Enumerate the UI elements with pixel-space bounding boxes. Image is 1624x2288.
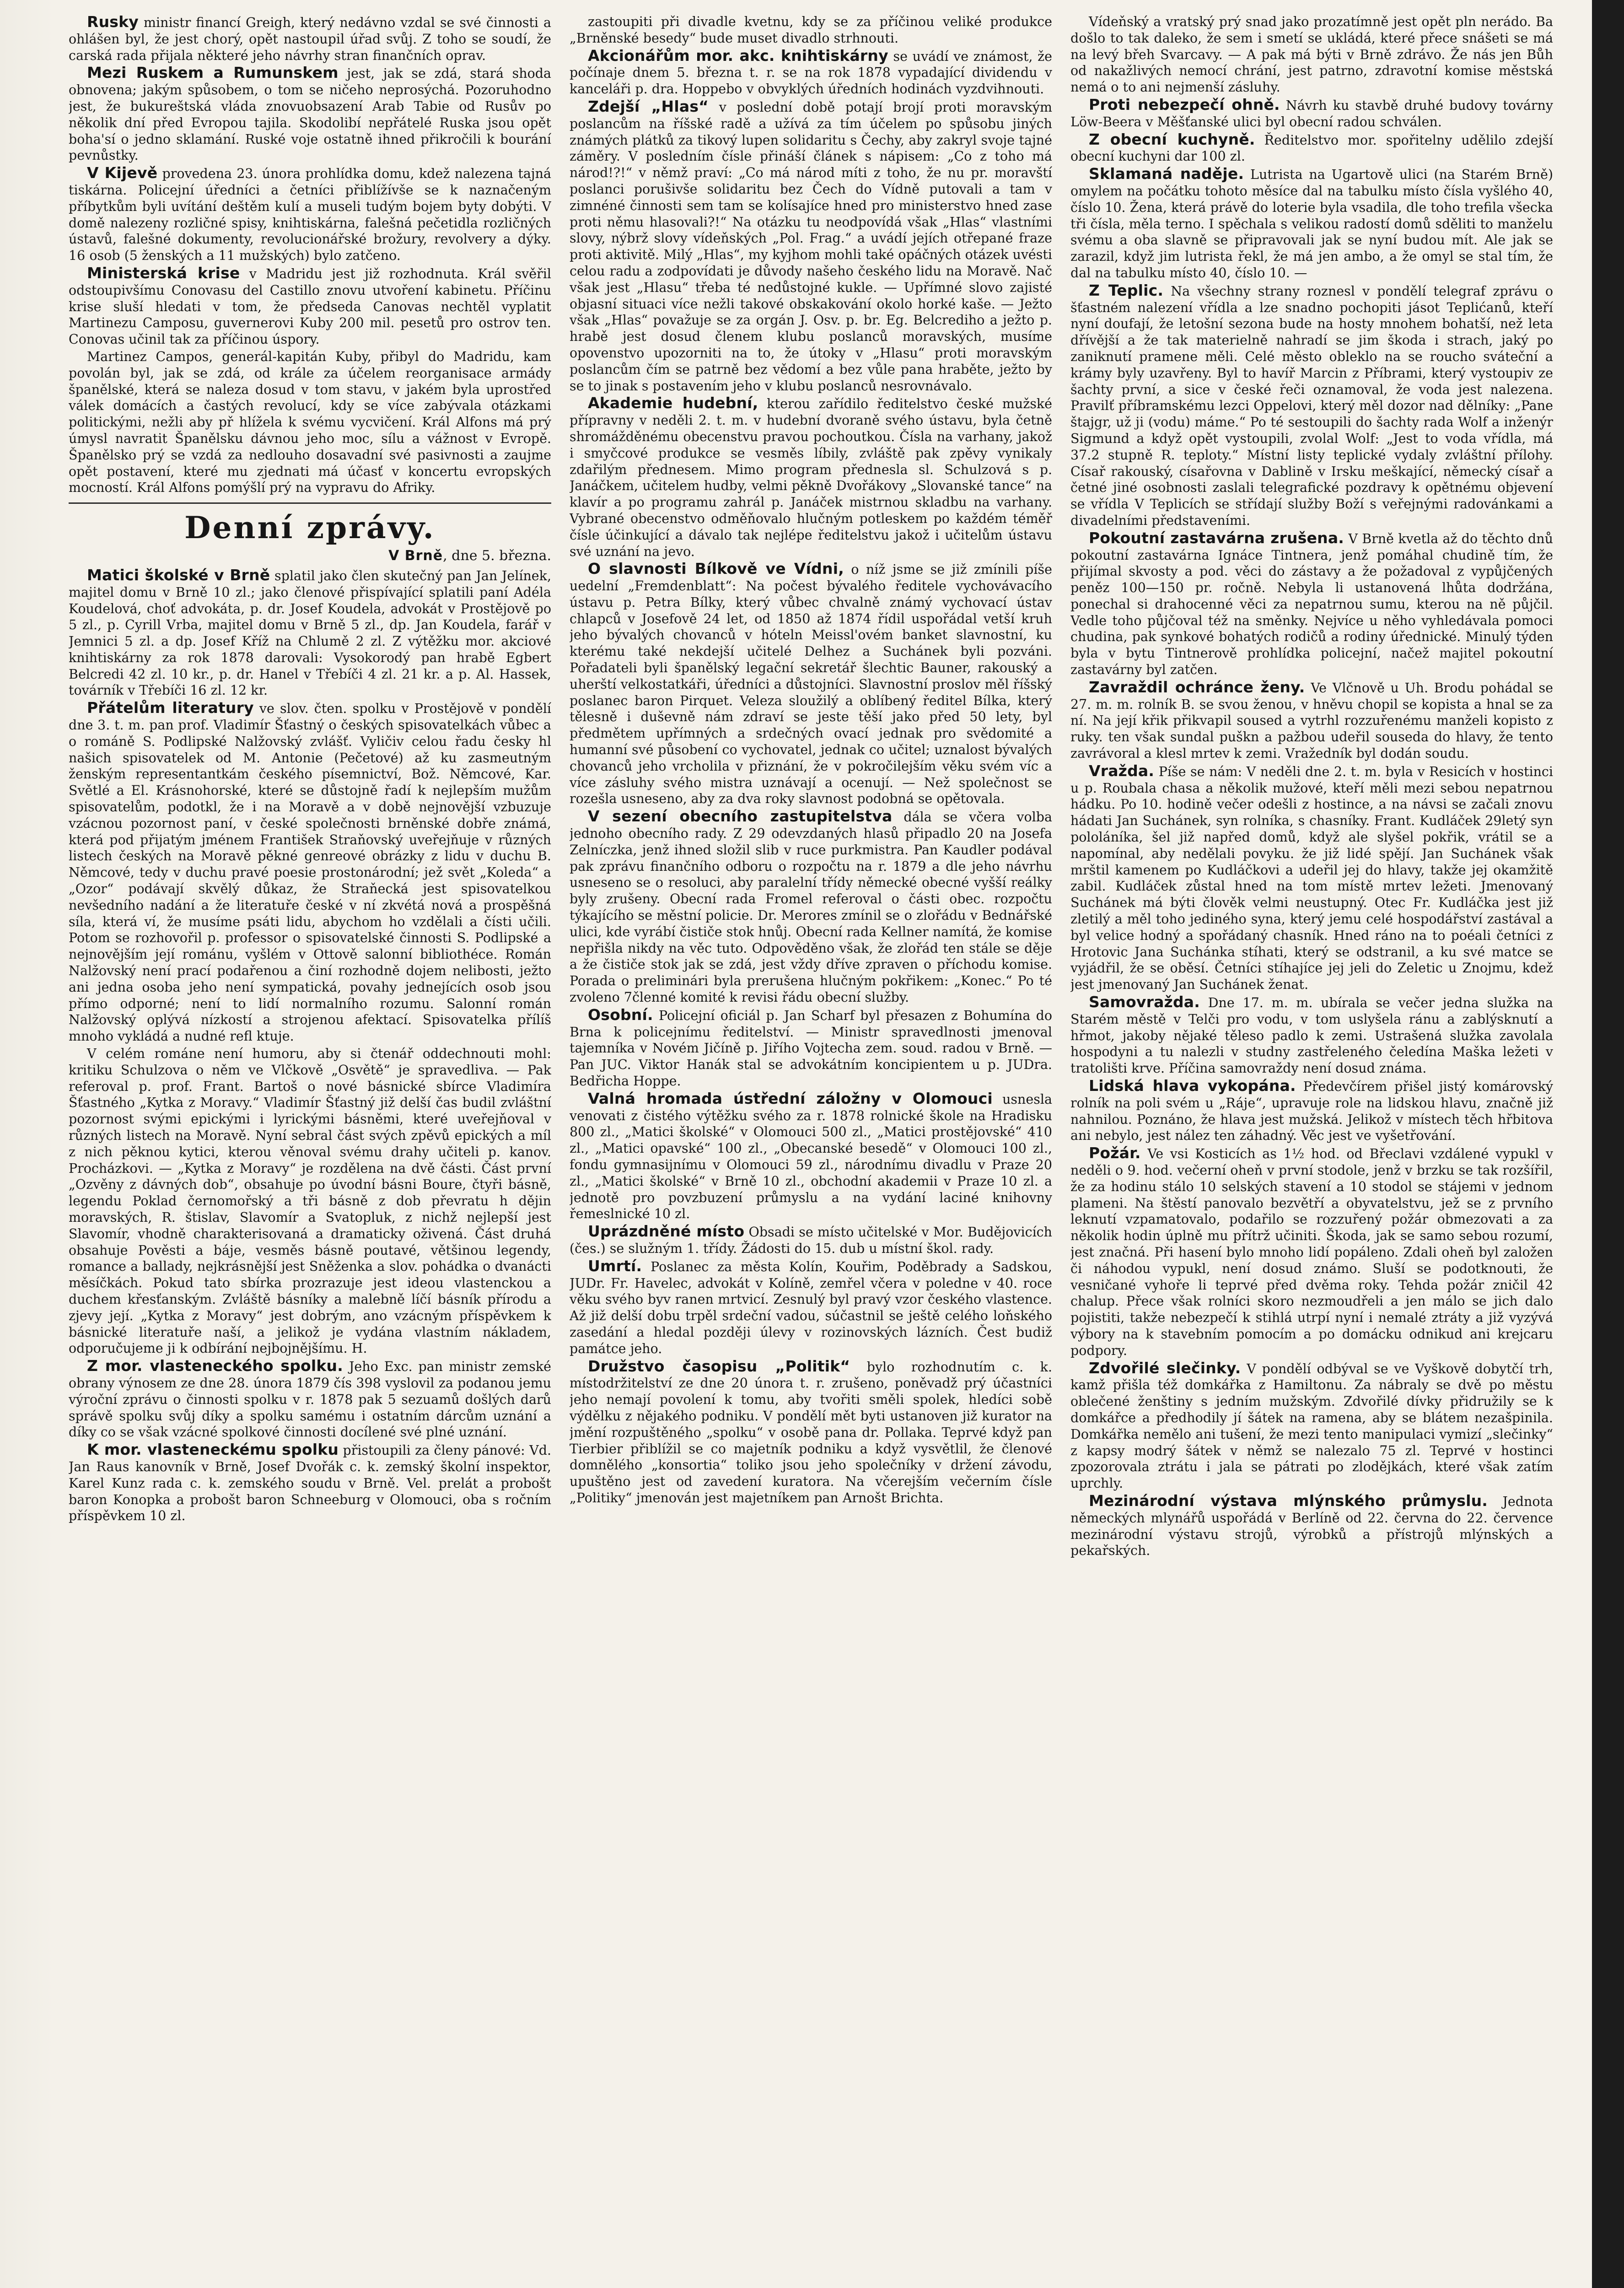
article-body: splatil jako člen skutečný pan Jan Jelínek, majitel domu v Brně 10 zl.; jako členové přispívající splatili paní Adéla Koudelová, choť advokáta, p. dr. Josef Koudela, advokát v Prostějově po 5 zl., p. Cyrill Vrba, majitel domu v Brně 5 zl., dp. Jan Koudela, farář v Jemnici 5 zl. a dp. Josef Kříž na Chlumě 2 zl. Z výtěžku mor. akciové knihtiskárny za rok 1878 darovali: Vysokorodý pan hrabě Egbert Belcredi 42 zl. 10 kr., p. dr. Hanel v Třebíči 4 zl. 21 kr. a p. Al. Hassek, továrník v Třebíči 16 zl. 12 kr. (69, 568, 551, 698)
headline: V sezení obecního zastupitelstva (588, 807, 893, 826)
article-body: Jednota německých mlynářů uspořádá v Berlíně od 22. června do 22. července mezinárodní výstavu strojů, výrobků a přístrojů mlýnských a pekařských. (1070, 1494, 1553, 1559)
headline: Osobní. (588, 1005, 653, 1024)
article-z-teplic (1070, 282, 1553, 529)
headline: Družstvo časopisu „Politik“ (588, 1357, 850, 1375)
article-rusko-rumunsko (69, 65, 551, 164)
headline: Akcionářům mor. akc. knihtiskárny (588, 46, 888, 65)
article-body: Předevčírem přišel jistý komárovský rolník na poli svém u „Ráje“, upravuje role na lidskou hlavu, značně již nahnilou. Poznáno, že hlava jest mužská. Jelikož v místech těch hřbitova ani nebylo, jest nález ten záhadný. Věc jest ve vyšetřování. (1070, 1079, 1553, 1144)
article-proti-nebezpeci-ohne (1070, 97, 1553, 130)
article-body: o níž jsme se již zmínili píše uedelní „Fremdenblatt“: Na počest bývalého ředitele vychovávacího ústavu p. Petra Bílky, který vůbec chvalně známý vychovací ústav chlapců v Josefově 24 let, od 1850 až 1874 řídil uspořádal vetší kruh jeho bývalých chovanců v hóteln Meissl'ovém banket slavnostní, ku kterému také nekdejší učitelé Delhez a Suchánek byli pozváni. Pořadateli byli španělský legační sekretář šlechtic Bauner, rakouský a uherští velkostatkáři, úředníci a důstojníci. Slavnostní proslov měl říšský poslanec baron Pirquet. Veleza sloužilý a oblíbený ředitel Bílka, který tělesně i duševně nám zdraví se jeste těší jako před 50 lety, byl předmětem upřímných a srdečných ovací jednak pro svědomité a humanní své působení co vychovatel, jednak co učitel; uznalost bývalých chovanců jeho vrcholila v přiznání, že v pokročilejším věku svém víc a více zásluhy svého mistra uznávají a ocenují. — Než společnost se rozešla usneseno, aby za dva roky slavnost podobná se opětovala. (570, 562, 1052, 807)
headline: Rusky (87, 14, 139, 31)
headline: Zdejší „Hlas“ (588, 97, 709, 115)
article-sklamana-nadeje (1070, 166, 1553, 281)
headline: Zdvořilé slečinky. (1089, 1359, 1241, 1377)
article-body: jest, jak se zdá, stará shoda obnovena; jakým spůsobem, o tom se ničeho neprosýchá. Pozoruhodno jest, že bukureštská vláda znovuobsazení Arab Tabie od Rusův po několik dní před Evropou tajila. Skodolibí nepřátelé Ruska jsou opět boha'sí o jedno sklamání. Ruské voje ostatně ihned přikročili k bourání pevnůstky. (69, 66, 551, 163)
article-body: ve slov. čten. spolku v Prostějově v pondělí dne 3. t. m. pan prof. Vladimír Šťastný o českých spisovatelkách vůbec a o románě S. Podlipské Nalžovský zvlášť. Vyličiv celou řadu česky hl našich spisovatelek od M. Antonie (Pečetové) až ku zasmeutným ženským representantkám českého písemnictví, Bož. Němcové, Kar. Světlé a El. Krásnohorské, které se důstojně řadí k nejlepším mužům spisovatelům, podotkl, že i na Moravě a v době nejnovější vzbuzuje vzácnou pozornost paní, v české společnosti brněnské dobře známá, která pod přijatým jménem František Straňovský uveřejňuje v různých listech českých na Moravě pěkné genreové obrázky z lidu v duchu B. Němcové, tedy v duchu pravé poesie prostonárodní; jež svět „Koleda“ a „Ozor“ podávají skvělý důkaz, že Straňecká jest spisovatelkou nevšedního nadání a že literatuře české v ní zkvétá nová a prospěšná síla, která ví, že musíme psáti lidu, abychom ho vzdělali a čísti učili. Potom se rozhovořil p. professor o spisovatelské činnosti S. Podlipské a nejnovějším její románu, vyšlém v Ottově salonní bibliothéce. Román Nalžovský není prací podařenou a činí rozhodně dojem nelibosti, ježto ani jedna osoba jeho není sympatická, povahy jednejících osob jsou přímo odporné; není to lidí normalního rozumu. Salonní román Nalžovský oplývá nízkostí a strojenou afektací. Spisovatelka přílíš mnoho vykládá a nudné refl ktuje. (69, 701, 551, 1044)
headline: Z Teplic. (1089, 281, 1164, 299)
headline: Mezinárodní výstava mlýnského průmyslu. (1089, 1491, 1488, 1510)
headline: Umrtí. (588, 1257, 642, 1275)
article-body: Dne 17. m. m. ubírala se večer jedna služka na Starém městě v Telči pro vodu, v tom uslyšela ránu a zablýsknutí a hřmot, jakoby nějaké těleso padlo k zemi. Ustrašená služka zavolala hospodyni a tu nalezli v studny zastřeleného čeledína Maška ležeti v tratolišti krve. Příčina samovraždy není dosud známa. (1070, 995, 1553, 1076)
headline: K mor. vlasteneckému spolku (87, 1441, 339, 1459)
article-pokoutni-zastavarna (1070, 530, 1553, 678)
article-martinez-campos (69, 349, 551, 496)
article-body: ministr financí Greigh, který nedávno vzdal se své činnosti a ohlášen byl, že jest chorý, opět nastoupil úřad svůj. Z toho se soudí, že carská rada přijala některé jeho návrhy stran finančních oprav. (69, 15, 551, 63)
headline: Samovražda. (1089, 993, 1200, 1011)
article-body: usnesla venovati z čistého výtěžku svého za r. 1878 rolnické škole na Hradisku 800 zl., „Matici školské“ v Olomouci 500 zl., „Matici prostějovské“ 410 zl., „Matici opavské“ 100 zl., „Obecanské besedě“ v Olomouci 100 zl., fondu gymnasijnímu v Olomouci 59 zl., národnímu divadlu v Praze 20 zl., „Matici školské“ v Brně 10 zl., obchodní akademii v Praze 10 zl. a jednotě pro povzbuzení průmyslu a na vydání laciné knihovny řemeslnické 10 zl. (570, 1091, 1052, 1222)
text-columns (69, 14, 1583, 2274)
article-divadlo-fragment (570, 14, 1052, 47)
article-body: Ředitelstvo mor. spořitelny udělilo zdejší obecní kuchyni dar 100 zl. (1070, 132, 1553, 164)
article-body: Jeho Exc. pan ministr zemské obrany výnosem ze dne 28. února 1879 čís 398 vyslovil za podanou jemu výroční zprávu o činnosti spolku v r. 1878 pak 5 sezuamů došlých darů správě spolku svůj díky a spolku samému i ostatním dárcům uznání a díky co se však vzácné spolkové činnosti docílené své plné uznání. (69, 1359, 551, 1440)
dateline-place: V Brně (388, 548, 443, 564)
article-zdejsi-hlas (570, 98, 1052, 394)
dateline-date: , dne 5. března. (443, 548, 551, 564)
headline: Z mor. vlasteneckého spolku. (87, 1357, 343, 1375)
headline: Ministerská krise (87, 264, 240, 282)
scan-dark-edge (1592, 0, 1624, 2288)
article-umrti (570, 1258, 1052, 1357)
article-akcionarum (570, 48, 1052, 97)
column-1 (69, 14, 551, 2274)
article-body: v poslední době potají brojí proti moravským poslancům na říšské radě a užívá za tím účelem po spůsobu jiných známých plátků za tikový lupen solidaritu s Čechy, aby zakryl svoje tajné záměry. V posledním čísle přináší článek s nápisem: „Co z toho má národ!?!“ v němž praví: „Co má národ míti z toho, že nu pr. moravští poslanci porušivše solidaritu bez Čech do Vídně putovali a tam v zimnéné činnosti sem tam se kolísajíce hned pro ministerstvo hned zase proti němu hlasovali?!“ Na otázku tu neodpovídá však „Hlas“ vlastními slovy, nýbrž slovy vídeňských „Pol. Frag.“ a uvádí jejích otřepané fraze proti aktivitě. Milý „Hlas“, my kyjhom mohli také opáčných otázek uvésti celou radu a zodpovídati je důvody našeho českého lidu na Moravě. Nač však jest „Hlasu“ třeba té nedůstojné kukle. — Upřímné slovo zajisté objasní situaci více nežli takové obskakování okolo horké kaše. — Ježto však „Hlas“ považuje se za orgán J. Osv. p. br. Eg. Belcrediho a ježto p. hrabě jest dosud členem klubu poslanců moravských, musíme opovenstvo upozorniti na to, že útoky v „Hlasu“ proti moravským poslancům čím se patrně bez vědomí a bez vůle pana hraběte, ježto by se to jinak s postavením jeho v klubu poslanců nesrovnávalo. (570, 99, 1052, 394)
article-body: Ve Vlčnově u Uh. Brodu pohádal se 27. m. m. rolník B. se svou ženou, v hněvu chopil se kopista a hnal se za ní. Na její křik přikvapil soused a vytrhl rozzuřenému manželi kopisto z ruky. ten však sundal puškn a pažbou udeřil souseda do hlavy, že tento zavrávoral a klesl mrtev k zemi. Vražedník byl dodán soudu. (1070, 680, 1553, 761)
article-body: Poslanec za města Kolín, Kouřim, Poděbrady a Sadskou, JUDr. Fr. Havelec, advokát v Kolíně, zemřel včera v poledne v 40. roce věku svého byv ranen mrtvicí. Zesnulý byl pravý vzor českého vlastence. Až již delší dobu trpěl srdeční vadou, súčastnil se ještě celého loňského zasedání a hledal později úlevy v rozinovských lázních. Čest budiž památce jeho. (570, 1259, 1052, 1356)
article-vlastenecky-spolek (69, 1358, 551, 1441)
article-matici-skolske (69, 567, 551, 699)
article-druzstvo-politik (570, 1358, 1052, 1506)
column-3 (1070, 14, 1553, 2274)
headline: Pokoutní zastavárna zrušena. (1089, 529, 1344, 547)
article-kijev (69, 165, 551, 264)
article-body: se uvádí ve známost, že počínaje dnem 5. března t. r. se na rok 1878 vypadající dividendu v kanceláři p. dra. Hoppebo v obvyklých úředních hodinách vyzdvihnouti. (570, 49, 1052, 97)
article-body: Martinez Campos, generál-kapitán Kuby, přibyl do Madridu, kam povolán byl, jak se zdá, od krále za účelem reorganisace armády španělské, která se naleza dosud v tom stavu, v jakém byla uprostřed válek domácích a častých revolucí, kdy se více zabývala otázkami politickými, nežli aby př hlížela k svému vycvičení. Král Alfons má prý úmysl navratit Španělsku dávnou jeho moc, sílu a vážnost v Evropě. Španělsko prý se vzdá za nedlouho dosavadní své pasivnosti a zaujme opět postavení, které mu zjednati má účasť v koncertu evropských mocností. Král Alfons pomýšlí prý na vypravu do Afriky. (69, 349, 551, 496)
headline: Uprázdněné místo (588, 1222, 745, 1241)
headline: Přátelům literatury (87, 699, 254, 717)
article-body: provedena 23. února prohlídka domu, kdež nalezena tajná tiskárna. Policejní úředníci a četníci přiblížívše se k naznačeným příbytkům byli uvítání deštěm kulí a museli tudým bojem byty dobýti. V domě nalezeny rozličné spisy, knihtiskárna, falešná pečetidla rozličných ústavů, falešné dokumenty, revolucionářské brožury, revolvery a dýky. 16 osob (5 ženských a 11 mužských) bylo zatčeno. (69, 166, 551, 264)
article-body: V Brně kvetla až do těchto dnů pokoutní zastavárna Ignáce Tintnera, jenž pomáhal chudině tím, že přijímal skvosty a pod. věci do zástavy a že požadoval z vypůjčených peněz 100—150 pr. ročně. Nebyla li ustanovená lhůta dodržána, ponechal si drahocenné věci za nepatrnou sumu, kterou na ně půjčil. Vedle toho půjčoval též na směnky. Nejvíce u něho vyhledávala pomoci chudina, pak synkové bohatých rodičů a rodiny úřednické. Minulý týden byla v bytu Tintnerově prohlídka policejní, načež majitel pokoutní zastavárny byl zatčen. (1070, 531, 1553, 678)
headline: Sklamaná naděje. (1089, 165, 1244, 183)
article-body: V pondělí odbýval se ve Vyškově dobytčí trh, kamž přišla též domkářka z Hamiltonu. Za nábraly se dvě po městu oblečené ženštiny s jedním mužským. Zdvořilé dívky přidružily se k domkářce a předhodily jí šátek na ramena, aby se blátem nezašpinila. Domkářka nemělo ani tušení, že mezi tento manipulaci vymizí „slečinky“ z kapsy modrý šátek v němž se nalezalo 75 zl. Teprvé v hostinci zpozorovala ztrátu i jala se pátrati po zlodějkách, které však zatím uprchly. (1070, 1361, 1553, 1491)
article-lidska-hlava (1070, 1078, 1553, 1144)
article-body: V celém románe není humoru, aby si čtenář oddechnouti mohl: kritiku Schulzova o něm ve Vlčkově „Osvětě“ je spravedliva. — Pak referoval p. prof. Frant. Bartoš o nové básnické sbírce Vladimíra Šťastného „Kytka z Moravy.“ Vladimír Šťastný již delší čas budil zvláštní pozornost svými epickými i lyrickými básněmi, které uveřejňoval v různých listech na Moravě. Nyní sebral část svých zpěvů epických a míl z nich pěknou kytici, kterou věnoval svému drahy učiteli p. kanov. Procházkovi. — „Kytka z Moravy“ je rozdělena na dvě části. Část první „Ozvěny z dávných dob“, obsahuje po úvodní básni Boure, čtyři básně, legendu Poklad černomořský a tři básně z dob převratu h dějin moravských, R. štislav, Slavomír a Svatopluk, z nichž nejlepší jest Slavomír, vhodně charakterisovaná a dramaticky oživená. Část druhá obsahuje Pověsti a báje, vesměs básně poutavé, většinou legendy, romance a ballady, nejkrásnější jest Sněženka a slov. pohádka o dvanácti měsíčkách. Pokud tato sbírka prozrazuje jest ideou vlastenckou a duchem křesťanským. Zvláště básníky a malebně líčí básník přírodu a zjevy její. „Kytka z Moravy“ jest dobrým, ano vzácným příspěvkem k básnické literatuře naší, a jelikož je vydána vlastním nákladem, odporučujeme ji k odbírání nejbojnějšímu. H. (69, 1046, 551, 1356)
dateline (69, 548, 551, 564)
article-osobni (570, 1007, 1052, 1090)
article-body: Obsadi se místo učitelské v Mor. Budějovicích (čes.) se služným 1. třídy. Žádosti do 15. dub u místní škol. rady. (570, 1225, 1052, 1256)
headline: Matici školské v Brně (87, 566, 270, 584)
article-body: Lutrista na Ugartově ulici (na Starém Brně) omylem na počátku tohoto měsíce dal na tabulku místo čísla vyšlého 40, číslo 10. Žena, která právě do loterie byla vsadila, dle toho trefila všecka tři čísla, měla terno. I spěchala s velikou radostí domů sděliti to manželu svému a oba slavně se připravovali jak se nyní budou mít. Ale jak se zarazil, když jim lutrista řekl, že má jen ambo, a že omyl se stal tím, že dal na tabulku místo 40, číslo 10. — (1070, 167, 1553, 281)
page-left-margin (0, 0, 55, 2288)
headline: Požár. (1089, 1144, 1141, 1162)
article-samovrazda (1070, 994, 1553, 1077)
article-akademie-hudebni (570, 395, 1052, 560)
article-obecni-zastupitelstvo (570, 808, 1052, 1006)
article-obecni-kuchyne (1070, 131, 1553, 165)
headline: O slavnosti Bílkově ve Vídni, (588, 560, 844, 578)
article-body: v Madridu jest již rozhodnuta. Král svěřil odstoupivšímu Conovasu del Castillo znovu utvoření kabinetu. Příčinu krise sluší hledati v tom, že předseda Canovas nechtěl vyplatit Martinezu Camposu, guvernerovi Kuby 200 mil. pesetů pro ostrov ten. Conovas učinil tak za příčinou úspory. (69, 266, 551, 347)
article-body: Návrh ku stavbě druhé budovy továrny Löw-Beera v Měšťanské ulici byl obecní radou schválen. (1070, 97, 1553, 130)
article-body: Na všechny strany roznesl v pondělí telegraf zprávu o šťastném nalezení vřídla a lze snadno pochopiti jásot Teplićanů, kteří nyní doufají, že letošní sezona bude na hosty mnohem bohatší, než leta dřívější a že tak materielně nahradí se jim škoda i strach, jaký po zaniknutí pramene měli. Celé město obleklo na se roucho sváteční a krámy byly uzavřeny. Byl to havíř Marcin z Příbrami, který vystoupiv ze šachty první, a sice v české řeči oznamoval, že voda jest nalezena. Pravilť příbramskému lezci Oppelovi, který měl dozor nad dělníky: „Pane štajgr, už ji (vodu) máme.“ Po té sestoupili do šachty rada Wolf a inženýr Sigmund a když opět vystoupili, zvolal Wolf: „Jest to voda vřídla, má 37.2 stupně R. teploty.“ Místní listy teplické vydaly zvláštní přílohy. Císař rakouský, císařovna v Dablině v Irsku meškající, německý císař a četné jiné osobnosti zaslali telegrafické pozdravy k opětnému objevení se vřídla V Teplicích se střídají služby Boží s veřejnými radovánkami a divadelními představeními. (1070, 283, 1553, 528)
article-zavrazdil-ochrance (1070, 679, 1553, 762)
headline: V Kijevě (87, 164, 158, 182)
headline: Akademie hudební, (588, 394, 758, 412)
headline: Proti nebezpečí ohně. (1089, 95, 1280, 113)
article-body: Vídeňský a vratský prý snad jako prozatímně jest opět pln nerádo. Ba došlo to tak daleko, že sem i smetí se ukládá, které přece snášeti se má na levý břeh Svarcavy. — A pak má býti v Brně zdrávo. Že nás jen Bůh od nakažlivých nemocí chrání, jest patrno, zdravotní komise městská nemá o to ani nejmenší zásluhy. (1070, 14, 1553, 95)
article-zdvorile-slecinky (1070, 1360, 1553, 1492)
article-pozar (1070, 1145, 1553, 1359)
article-body: kterou zařídilo ředitelstvo české mužské přípravny v neděli 2. t. m. v hudební dvoraně svého ústavu, byla četně shromážděnému obecenstvu pravou pochoutkou. Čísla na varhany, jakož i smyčcové produkce se vesměs líbily, zvláště pak zpěvy vynikaly zdařilým přednesem. Mimo program přednesla sl. Schulzová s p. Janáčkem, učitelem hudby, velmi pěkně Dvořákovy „Slovanské tance“ na klavír a po programu zahrál p. Janáček mistrnou skladbu na varhany. Vybrané obecenstvo odměňovalo hlučným potleskem po každém téměř čísle účinkující a dávalo tak nejlépe ředitelstvu jakož i učitelům ústavu své uznání na jevo. (570, 396, 1052, 559)
headline: Vražda. (1089, 761, 1155, 780)
article-pratelum-literatury (69, 700, 551, 1045)
article-body: zastoupiti při divadle kvetnu, kdy se za příčinou veliké produkce „Brněnské besedy“ bude muset divadlo strhnouti. (570, 14, 1052, 46)
article-body: dála se včera volba jednoho obecního rady. Z 29 odevzdaných hlasů připadlo 20 na Josefa Zelníczka, jenž ihned složil slib v ruce purkmistra. Pan Kaudler podával pak zprávu finančního odboru o rozpočtu na r. 1879 a dle jeho návrhu usneseno se o resoluci, aby paralelní třídy německé obecné vyšší reálky byly zrušeny. Obecní rada Fromel referoval o části obec. rozpočtu týkajícího se městní policie. Dr. Merores zmínil se o zlořádu v Bednářské ulici, kde vyrábí čističe stok hnůj. Obecní rada Kellner namítá, že komise nepřišla nikdy na věc tuto. Odpověděno však, že zlořád ten stále se děje a že čističe stok jak se zdá, jest vždy dříve zpraven o příchodu komise. Porada o preliminári byla prerušena hlučným pokřikem: „Konec.“ Po té zvoleno 7členné komité k revisi řádu obecní služby. (570, 809, 1052, 1005)
article-body: Píše se nám: V neděli dne 2. t. m. byla v Resicích v hostinci u p. Roubala chasa a několik mužové, kteří měli mezi sebou nepatrnou hádku. Po 10. hodině večer odešli z hostince, a na návsi se začali znovu hádati Jan Suchánek, syn rolníka, s chasníky. Frant. Kudláček 29letý syn pololáníka, šel již napřed domů, když ale slyšel pokřik, vrátil se a napomínal, aby nedělali povyku. že již lidé spějí. Jan Suchánek však mrštil kamenem po Kudláčkovi a udeřil jej do hlavy, takže jej okamžitě zabil. Kudláček zůstal hned na tom místě mrtev ležeti. Jmenovaný Suchánek má býti člověk velmi neustupný. Otec Fr. Kudláčka jest již zletilý a měl toho jediného syna, který jemu celé hospodářství zastával a byl velice hodný a spořádaný chasník. Hned ráno na to poéali četníci z Hrotovic Jana Suchánka stíhati, který se odstranil, a ku své matce se vyjádřil, že se oběsí. Četníci stíhajíce jej jeli do Zeletic u Znojmu, kdež jest jmenovaný Jan Suchánek ženat. (1070, 764, 1553, 993)
headline: Zavraždil ochránce ženy. (1089, 678, 1305, 696)
headline: Valná hromada ústřední záložny v Olomouci (588, 1089, 993, 1107)
headline: Mezi Ruskem a Rumunskem (87, 64, 339, 82)
article-body: Ve vsi Kosticích as 1½ hod. od Břeclavi vzdálené vypukl v neděli o 9. hod. večerní oheň v první stodole, jenž v brzku se tak rozšířil, že za hodinu stálo 10 selských stavení a 10 stodol se stájemi v jednom plameni. Na štěstí panovalo bezvětří a obyvatelstvu, jež se z prvního leknutí vzpamatovalo, podařilo se rozzuřený požár obmezovati a za několik hodin úplně mu přítrž učiniti. Škoda, jak se samo sebou rozumí, jest značná. Při hasení bylo mnoho lidí popáleno. Zdali oheň byl založen či náhodou vypukl, není dosud známo. Sluší se podotknouti, že vesničané vyhoře li teprvé před dvěma roky. Tehda požár zničil 42 chalup. Přece však rolníci skoro nezmoudřeli a jen málo se jich dalo pojistiti, takže nebezpečí k stihlá utrpí nyní i nemalé ztráty a již vyzývá výbory na k stavebním pomocím a po domácku odnikud ani krejcaru podpory. (1070, 1146, 1553, 1358)
headline: Z obecní kuchyně. (1089, 130, 1255, 148)
article-uprazdnene-misto (570, 1223, 1052, 1257)
article-body: bylo rozhodnutím c. k. místodržitelství ze dne 20 února t. r. zrušeno, poněvadž prý účastníci jeho nemají povolení k tomu, aby tvořiti směli spolek, hledíci sobě výdělku z nějakého podniku. V pondělí mět byti ustanoven již kurator na jmění rozpuštěného „spolku“ v osobě pana dr. Pollaka. Teprvé když pan Tierbier přiblížil se co majetník podniku a když vysvětlil, že členové domnělého „konsortia“ toliko jsou jeho společníky v držení závodu, upuštěno jest od zavedení kuratora. Na včerejším večerním čísle „Politiky“ jmenován jest majetníkem pan Arnošt Brichta. (570, 1359, 1052, 1506)
article-svratka-fragment (1070, 14, 1553, 96)
article-kytka-z-moravy (69, 1046, 551, 1357)
article-slavnost-bilkova (570, 561, 1052, 807)
article-body: Policejní oficiál p. Jan Scharf byl přesazen z Bohumína do Brna k policejnímu ředitelství. — Ministr spravedlnosti jmenoval tajemníka v Novém Jičíně p. Jiřího Vojtecha zem. soud. radou v Brně. — Pan JUC. Viktor Hanák stal se advokátním koncipientem u p. JUDra. Bedřicha Hoppe. (570, 1008, 1052, 1089)
article-ministerska-krise (69, 265, 551, 348)
article-rusky (69, 14, 551, 64)
section-divider (69, 502, 551, 504)
section-title: Denní zprávy. (184, 510, 436, 546)
article-body: přistoupili za členy pánové: Vd. Jan Raus kanovník v Brně, Josef Dvořák c. k. zemský školní inspektor, Karel Kunz rada c. k. zemského soudu v Brně. Vel. prelát a probošt baron Konopka a probošt baron Schneeburg v Olomouci, oba s ročním příspěvkem 10 zl. (69, 1443, 551, 1524)
article-vrazda (1070, 763, 1553, 993)
column-2 (570, 14, 1052, 2274)
article-mezinarodni-vystava (1070, 1493, 1553, 1559)
article-valna-hromada (570, 1090, 1052, 1222)
headline: Lidská hlava vykopána. (1089, 1077, 1296, 1095)
article-k-vlasteneckemu-spolku (69, 1441, 551, 1524)
